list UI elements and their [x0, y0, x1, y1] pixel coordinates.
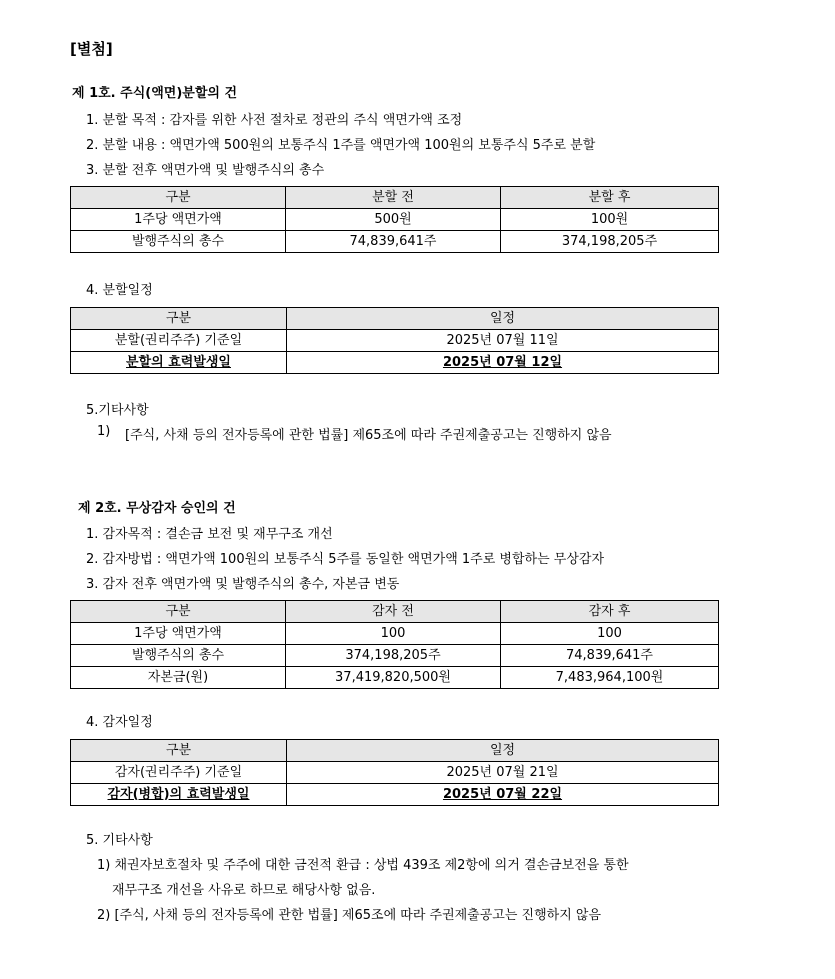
section2-item1: 1. 감자목적 : 결손금 보전 및 재무구조 개선: [86, 527, 333, 542]
table-header-cell: 일정: [287, 308, 719, 330]
table-header-cell: 구분: [71, 187, 286, 209]
table-header-row: [71, 187, 719, 209]
table-row: [71, 231, 719, 253]
table-row: [71, 623, 719, 645]
table-cell: 74,839,641주: [286, 231, 501, 253]
table-cell: 100원: [501, 209, 719, 231]
table-row: [71, 762, 719, 784]
table-cell: 감자(권리주주) 기준일: [71, 762, 287, 784]
section1-item4: 4. 분할일정: [86, 283, 153, 298]
table-header-row: [71, 601, 719, 623]
table-header-row: [71, 740, 719, 762]
table-cell: 감자(병합)의 효력발생일: [71, 784, 287, 806]
table-cell: 7,483,964,100원: [501, 667, 719, 689]
section1-item5-1-text: [주식, 사채 등의 전자등록에 관한 법률] 제65조에 따라 주권제출공고는 진행하지 않음: [125, 428, 612, 443]
page-title: [별첨]: [70, 40, 113, 58]
section2-heading: 제 2호. 무상감자 승인의 건: [78, 501, 236, 516]
section1-item5-1-number: 1): [97, 424, 111, 439]
section1-heading: 제 1호. 주식(액면)분할의 건: [72, 86, 238, 101]
table-cell: 37,419,820,500원: [286, 667, 501, 689]
section1-item2: 2. 분할 내용 : 액면가액 500원의 보통주식 1주를 액면가액 100원의 보통주식 5주로 분할: [86, 138, 596, 153]
table-cell: 자본금(원): [71, 667, 286, 689]
table-row: [71, 330, 719, 352]
reduction-comparison-table: [70, 600, 719, 689]
table-row: [71, 667, 719, 689]
table-cell: 500원: [286, 209, 501, 231]
section2-item4: 4. 감자일정: [86, 715, 153, 730]
section2-item5-2: 2) [주식, 사채 등의 전자등록에 관한 법률] 제65조에 따라 주권제출공고는 진행하지 않음: [97, 908, 602, 923]
split-comparison-table: [70, 186, 719, 253]
section2-item2: 2. 감자방법 : 액면가액 100원의 보통주식 5주를 동일한 액면가액 1주로 병합하는 무상감자: [86, 552, 605, 567]
section2-item5-1-line2: 재무구조 개선을 사유로 하므로 해당사항 없음.: [112, 883, 376, 898]
table-row: [71, 645, 719, 667]
section2-item5-1-line1: 1) 채권자보호절차 및 주주에 대한 금전적 환급 : 상법 439조 제2항에 의거 결손금보전을 통한: [97, 858, 629, 873]
section2-item3: 3. 감자 전후 액면가액 및 발행주식의 총수, 자본금 변동: [86, 577, 400, 592]
table-row: [71, 784, 719, 806]
table-header-cell: 분할 전: [286, 187, 501, 209]
table-cell: 2025년 07월 12일: [287, 352, 719, 374]
table-cell: 분할의 효력발생일: [71, 352, 287, 374]
table-cell: 2025년 07월 11일: [287, 330, 719, 352]
section2-item5: 5. 기타사항: [86, 833, 153, 848]
table-header-cell: 구분: [71, 601, 286, 623]
table-header-cell: 감자 전: [286, 601, 501, 623]
table-header-cell: 분할 후: [501, 187, 719, 209]
table-header-row: [71, 308, 719, 330]
reduction-schedule-table: [70, 739, 719, 806]
table-header-cell: 구분: [71, 740, 287, 762]
table-header-cell: 구분: [71, 308, 287, 330]
table-cell: 74,839,641주: [501, 645, 719, 667]
table-cell: 2025년 07월 21일: [287, 762, 719, 784]
section1-item1: 1. 분할 목적 : 감자를 위한 사전 절차로 정관의 주식 액면가액 조정: [86, 113, 463, 128]
table-cell: 1주당 액면가액: [71, 623, 286, 645]
table-cell: 100: [501, 623, 719, 645]
table-cell: 1주당 액면가액: [71, 209, 286, 231]
table-row: [71, 209, 719, 231]
table-cell: 발행주식의 총수: [71, 645, 286, 667]
table-cell: 100: [286, 623, 501, 645]
table-cell: 발행주식의 총수: [71, 231, 286, 253]
section1-item3: 3. 분할 전후 액면가액 및 발행주식의 총수: [86, 163, 325, 178]
table-header-cell: 일정: [287, 740, 719, 762]
table-cell: 374,198,205주: [286, 645, 501, 667]
section1-item5: 5.기타사항: [86, 403, 149, 418]
table-cell: 분할(권리주주) 기준일: [71, 330, 287, 352]
table-cell: 374,198,205주: [501, 231, 719, 253]
table-header-cell: 감자 후: [501, 601, 719, 623]
table-row: [71, 352, 719, 374]
table-cell: 2025년 07월 22일: [287, 784, 719, 806]
split-schedule-table: [70, 307, 719, 374]
